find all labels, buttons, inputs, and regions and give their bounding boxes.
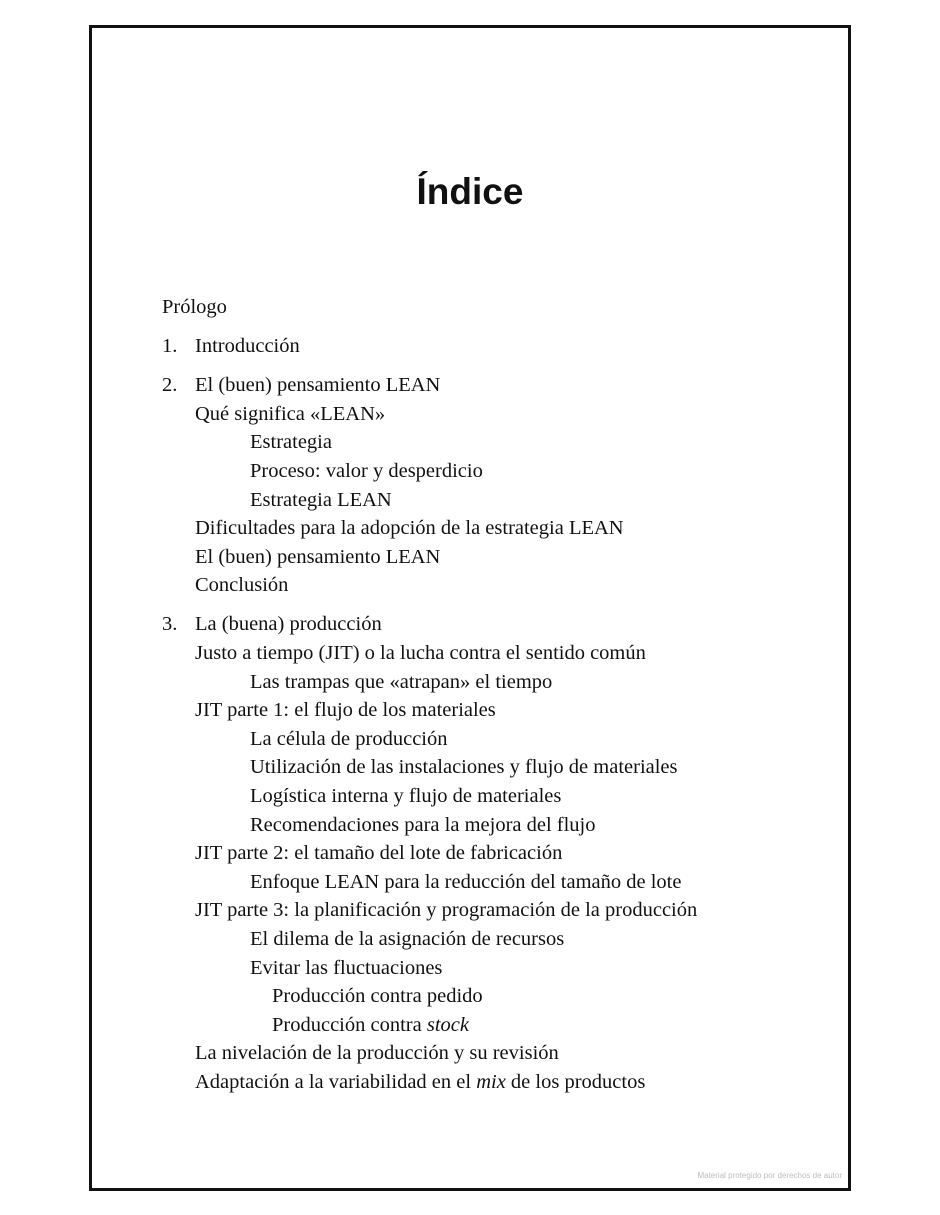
- toc-subsubsection: Producción contra pedido: [272, 985, 483, 1008]
- chapter-title: Introducción: [195, 335, 300, 358]
- toc-section: El (buen) pensamiento LEAN: [195, 545, 441, 568]
- toc-section-mix: [162, 1068, 822, 1097]
- toc-subsection: Evitar las fluctuaciones: [250, 956, 443, 979]
- toc-entry-prologo: Prólogo: [162, 296, 227, 318]
- toc-section: La nivelación de la producción y su revisión: [195, 1042, 559, 1065]
- toc-subsection: El dilema de la asignación de recursos: [250, 927, 565, 950]
- toc-section: Dificultades para la adopción de la estrategia LEAN: [195, 517, 624, 540]
- toc-subsection: Las trampas que «atrapan» el tiempo: [250, 670, 553, 693]
- entry-text: de los productos: [505, 1070, 646, 1093]
- toc-chapter-1: [162, 332, 822, 361]
- entry-text: Producción contra: [272, 1013, 427, 1036]
- toc-section: JIT parte 2: el tamaño del lote de fabricación: [195, 842, 563, 865]
- toc-subsection: Recomendaciones para la mejora del flujo: [250, 813, 596, 836]
- chapter-number: 2.: [162, 374, 178, 397]
- entry-italic-term: mix: [476, 1070, 506, 1093]
- toc-subsection: Estrategia: [250, 431, 332, 454]
- toc-section: Justo a tiempo (JIT) o la lucha contra el sentido común: [195, 642, 646, 665]
- toc-section: JIT parte 1: el flujo de los materiales: [195, 699, 496, 722]
- toc-subsection: Proceso: valor y desperdicio: [250, 459, 483, 482]
- toc-section: JIT parte 3: la planificación y programación de la producción: [195, 899, 698, 922]
- entry-italic-term: stock: [426, 1013, 469, 1036]
- chapter-number: 1.: [162, 335, 178, 358]
- toc-subsubsection-stock: [162, 1011, 822, 1040]
- toc-chapter-2: [162, 371, 822, 400]
- entry-text: Adaptación a la variabilidad en el: [195, 1070, 477, 1093]
- copyright-watermark: Material protegido por derechos de autor: [697, 1171, 842, 1180]
- chapter-number: 3.: [162, 613, 178, 636]
- chapter-title: La (buena) producción: [195, 613, 382, 636]
- toc-subsection: Logística interna y flujo de materiales: [250, 785, 562, 807]
- page-frame: [89, 25, 851, 1191]
- toc-section: Qué significa «LEAN»: [195, 402, 386, 425]
- toc-subsection: La célula de producción: [250, 727, 448, 750]
- table-of-contents: [162, 293, 822, 1097]
- page-title: Índice: [416, 171, 524, 212]
- toc-subsection: Utilización de las instalaciones y flujo de materiales: [250, 756, 678, 779]
- chapter-title: El (buen) pensamiento LEAN: [195, 374, 441, 397]
- toc-section: Conclusión: [195, 574, 289, 597]
- toc-subsection: Enfoque LEAN para la reducción del tamaño de lote: [250, 870, 682, 893]
- toc-subsection: Estrategia LEAN: [250, 488, 392, 511]
- toc-chapter-3: [162, 610, 822, 639]
